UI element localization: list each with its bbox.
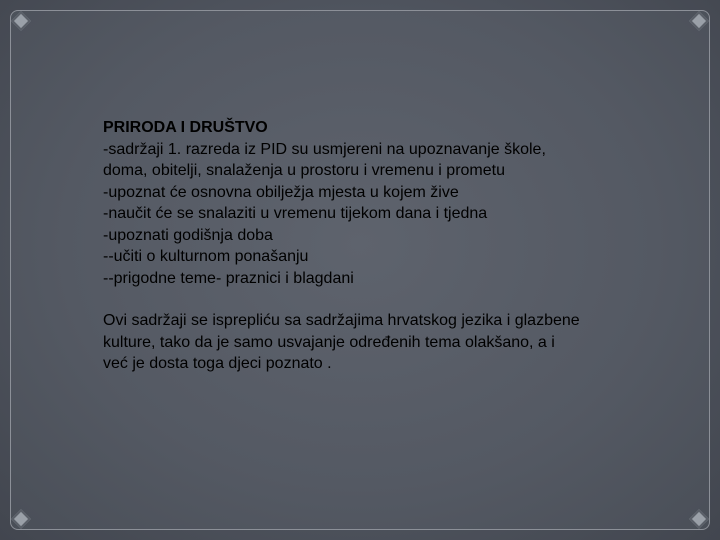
paragraph-spacer xyxy=(103,289,583,310)
corner-ornament-icon xyxy=(11,509,31,529)
content-line: --učiti o kulturnom ponašanju xyxy=(103,248,309,265)
content-line: -upoznat će osnovna obilježja mjesta u kojem žive xyxy=(103,183,459,201)
content-line: -naučit će se snalaziti u vremenu tijekom dana i tjedna xyxy=(103,205,488,222)
summary-paragraph: Ovi sadržaji se isprepliću sa sadržajima hrvatskog jezika i glazbene kulture, tako da je samo usvajanje određenih tema olakšano, a i već je dosta toga djeci poznato . xyxy=(103,312,580,372)
slide-content xyxy=(103,117,583,375)
content-line: -upoznati godišnja doba xyxy=(103,226,273,244)
slide-title: PRIRODA I DRUŠTVO xyxy=(103,119,268,136)
content-line: -sadržaji 1. razreda iz PID su usmjereni na upoznavanje škole, doma, obitelji, snalaženja u prostoru i vremenu i prometu xyxy=(103,140,546,179)
corner-ornament-icon xyxy=(11,11,31,31)
content-line: --prigodne teme- praznici i blagdani xyxy=(103,269,354,287)
corner-ornament-icon xyxy=(689,11,709,31)
corner-ornament-icon xyxy=(689,509,709,529)
